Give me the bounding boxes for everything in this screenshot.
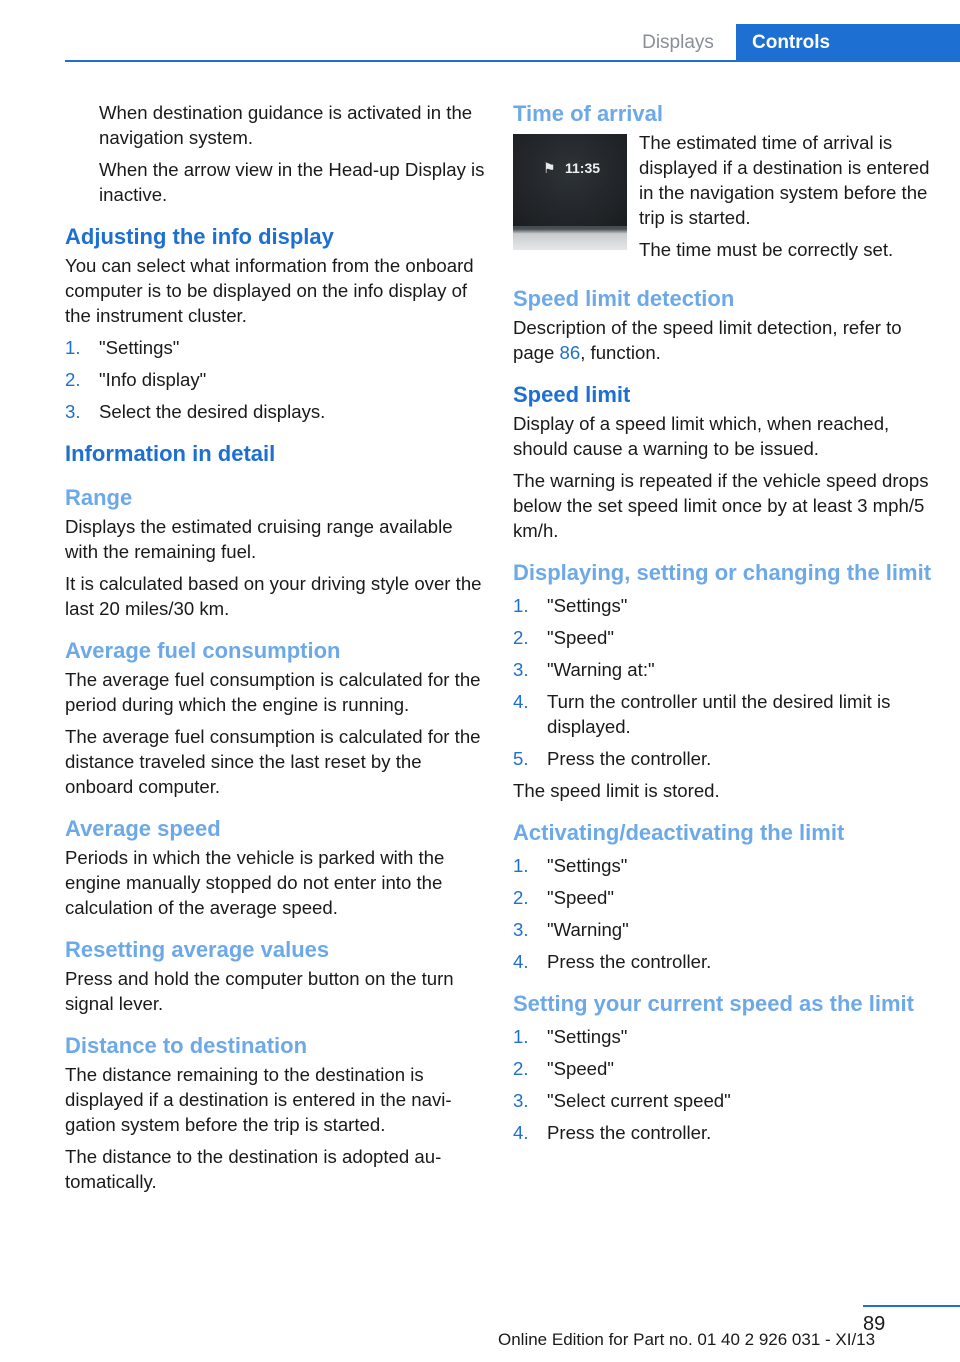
sld-text-after: , function. [580,342,661,363]
step-number: 1. [513,855,529,876]
step-text: "Info display" [99,369,207,390]
sld-paragraph [513,315,933,365]
heading-resetting-average-values: Resetting average values [65,937,330,962]
heading-distance-to-destination: Distance to destination [65,1033,308,1058]
header-rule [65,60,960,62]
step-number: 4. [513,1122,529,1143]
list-item [513,949,933,974]
arrival-paragraph-2: The time must be correctly set. [639,239,894,260]
heading-speed-limit: Speed limit [513,382,631,407]
list-item [65,335,485,360]
step-text: "Settings" [547,1026,628,1047]
list-item [513,917,933,942]
list-item [513,625,933,650]
flag-icon: ⚑ [543,160,556,176]
limit-stored-paragraph: The speed limit is stored. [513,780,720,801]
step-number: 3. [513,659,529,680]
step-text: "Settings" [547,855,628,876]
step-number: 2. [65,369,81,390]
heading-time-of-arrival: Time of arrival [513,101,663,126]
heading-average-fuel-consumption: Average fuel consumption [65,638,341,663]
step-number: 5. [513,748,529,769]
intro-paragraph-2: When the arrow view in the Head-up Display is inactive. [99,159,485,205]
list-item [513,746,933,771]
heading-speed-limit-detection: Speed limit detection [513,286,735,311]
step-number: 3. [513,1090,529,1111]
edition-note: Online Edition for Part no. 01 40 2 926 031 - XI/13 [498,1330,876,1349]
distance-paragraph-2: The distance to the destination is adopted automatically. [65,1146,442,1192]
intro-paragraph-1: When destination guidance is activated in the navigation system. [99,102,473,148]
list-item [513,689,933,739]
list-item [513,1088,933,1113]
step-number: 2. [513,887,529,908]
arrival-time-readout: 11:35 [565,160,601,176]
page-link-86[interactable]: 86 [559,342,581,363]
reset-paragraph: Press and hold the computer button on the turn signal lever. [65,968,454,1014]
list-item [513,657,933,682]
afc-paragraph-2: The average fuel consumption is calculated for the distance traveled since the last reset by the onboard computer. [65,726,481,797]
step-text: Press the controller. [547,748,712,769]
heading-range: Range [65,485,133,510]
footer-rule [863,1305,960,1307]
distance-paragraph-1: The distance remaining to the destination is displayed if a destination is entered in the navigation system before the trip is started. [65,1064,452,1135]
step-text: Turn the controller until the desired limit is displayed. [547,691,891,737]
step-number: 4. [513,951,529,972]
activate-limit-steps-list [513,853,933,974]
step-text: "Warning" [547,919,629,940]
step-number: 2. [513,627,529,648]
step-text: "Settings" [99,337,180,358]
list-item [513,1024,933,1049]
step-text: "Speed" [547,627,614,648]
afc-paragraph-1: The average fuel consumption is calculated for the period during which the engine is running. [65,669,481,715]
heading-displaying-setting-limit: Displaying, setting or changing the limit [513,560,932,585]
step-number: 4. [513,691,529,712]
right-column [513,100,933,1152]
speed-limit-paragraph-2: The warning is repeated if the vehicle speed drops below the set speed limit once by at least 3 mph/5 km/h. [513,470,929,541]
header-tab-displays: Displays [642,32,714,53]
header-tab-controls: Controls [736,24,960,62]
list-item [513,1056,933,1081]
page-number: 89 [863,1313,886,1335]
list-item [513,593,933,618]
arrival-paragraph-1: The estimated time of arrival is displayed if a destination is entered in the navigation system before the trip is started. [639,132,930,228]
step-number: 2. [513,1058,529,1079]
adjust-steps-list [65,335,485,424]
step-number: 3. [65,401,81,422]
step-text: "Settings" [547,595,628,616]
step-text: Press the controller. [547,1122,712,1143]
avgspeed-paragraph: Periods in which the vehicle is parked with the engine manually stopped do not enter into the calculation of the average speed. [65,847,445,918]
heading-current-speed-as-limit: Setting your current speed as the limit [513,991,914,1016]
sld-text-before: Description of the speed limit detection, refer to page [513,317,902,363]
range-paragraph-2: It is calculated based on your driving style over the last 20 miles/30 km. [65,573,482,619]
step-number: 1. [513,595,529,616]
step-text: "Warning at:" [547,659,655,680]
heading-information-in-detail: Information in detail [65,441,276,466]
step-text: "Select current speed" [547,1090,731,1111]
arrival-display-image [513,134,627,250]
step-text: "Speed" [547,887,614,908]
adjust-paragraph: You can select what information from the onboard computer is to be displayed on the info display of the instrument cluster. [65,255,474,326]
heading-activating-deactivating-limit: Activating/deactivating the limit [513,820,845,845]
step-number: 1. [65,337,81,358]
left-column [65,100,485,1201]
list-item [513,885,933,910]
step-text: Select the desired displays. [99,401,326,422]
arrival-text [639,130,933,269]
speed-limit-paragraph-1: Display of a speed limit which, when reached, should cause a warning to be issued. [513,413,890,459]
step-number: 3. [513,919,529,940]
heading-average-speed: Average speed [65,816,221,841]
current-speed-steps-list [513,1024,933,1145]
list-item [513,853,933,878]
step-text: "Speed" [547,1058,614,1079]
range-paragraph-1: Displays the estimated cruising range available with the remaining fuel. [65,516,453,562]
step-number: 1. [513,1026,529,1047]
list-item [513,1120,933,1145]
display-limit-steps-list [513,593,933,771]
heading-adjusting-info-display: Adjusting the info display [65,224,334,249]
list-item [65,367,485,392]
list-item [65,399,485,424]
step-text: Press the controller. [547,951,712,972]
display-screen [513,134,627,226]
arrival-block [513,130,933,269]
